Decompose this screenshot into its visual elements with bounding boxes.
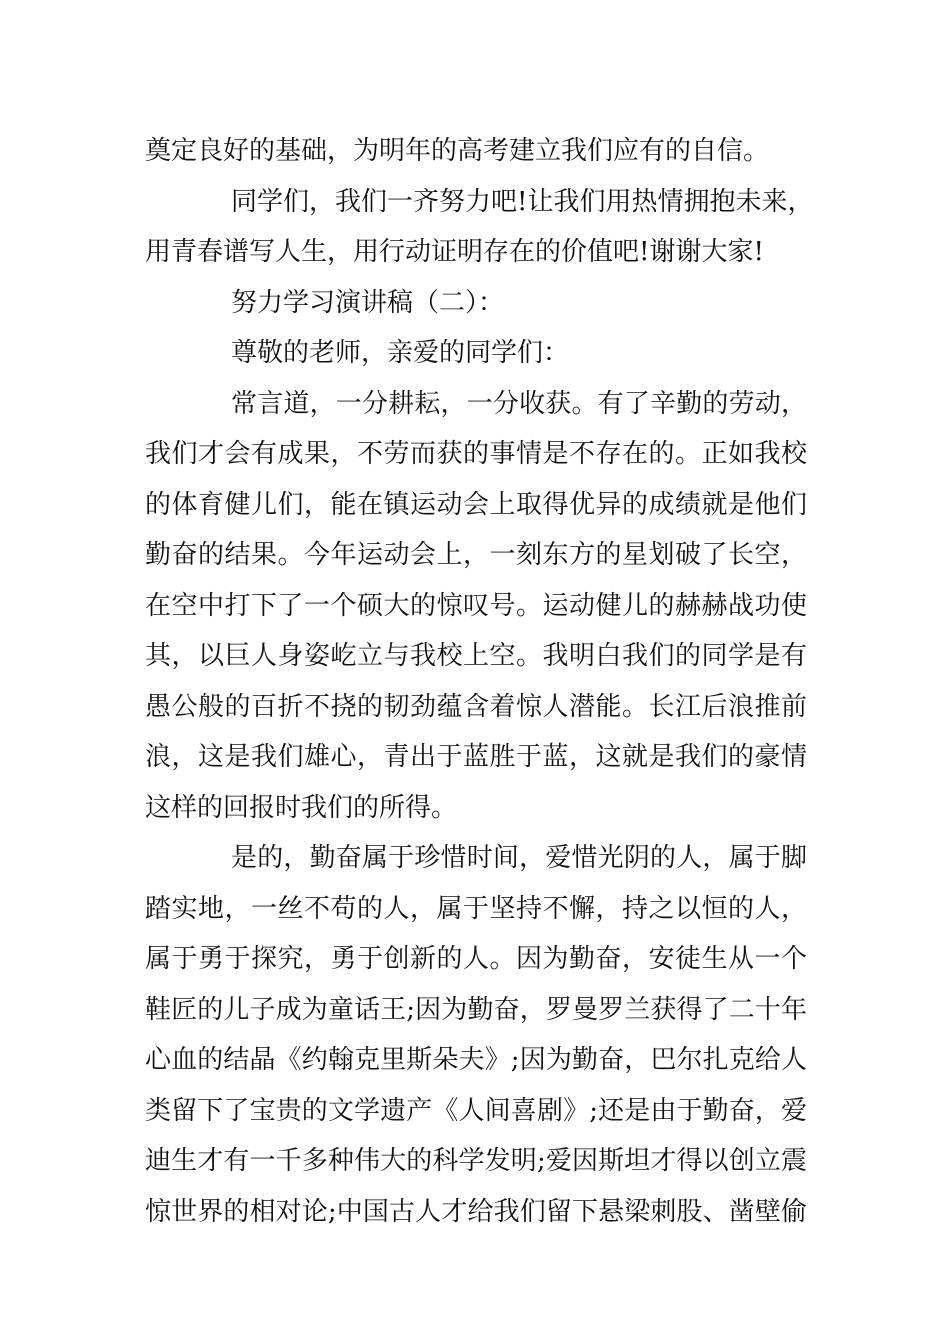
text-line: 踏实地，一丝不苟的人，属于坚持不懈，持之以恒的人， bbox=[145, 893, 807, 924]
text-line: 同学们，我们一齐努力吧!让我们用热情拥抱未来， bbox=[231, 186, 814, 217]
text-line: 用青春谱写人生，用行动证明存在的价值吧!谢谢大家! bbox=[145, 237, 764, 267]
document-body bbox=[145, 126, 814, 1237]
text-line: 这样的回报时我们的所得。 bbox=[145, 792, 458, 823]
text-line: 勤奋的结果。今年运动会上，一刻东方的星划破了长空， bbox=[145, 540, 807, 570]
text-line: 在空中打下了一个硕大的惊叹号。运动健儿的赫赫战功使 bbox=[145, 590, 807, 621]
text-line: 浪，这是我们雄心，青出于蓝胜于蓝，这就是我们的豪情 bbox=[145, 742, 807, 772]
text-line: 属于勇于探究，勇于创新的人。因为勤奋，安徒生从一个 bbox=[145, 944, 807, 974]
text-line: 的体育健儿们，能在镇运动会上取得优异的成绩就是他们 bbox=[145, 489, 807, 520]
text-line: 是的，勤奋属于珍惜时间，爱惜光阴的人，属于脚 bbox=[231, 843, 807, 873]
text-line: 我们才会有成果，不劳而获的事情是不存在的。正如我校 bbox=[145, 439, 807, 469]
section-heading: 努力学习演讲稿（二）： bbox=[231, 287, 505, 318]
salutation: 尊敬的老师，亲爱的同学们： bbox=[231, 338, 570, 368]
text-line: 心血的结晶《约翰克里斯朵夫》;因为勤奋，巴尔扎克给人 bbox=[145, 1045, 807, 1075]
text-line: 迪生才有一千多种伟大的科学发明;爱因斯坦才得以创立震 bbox=[145, 1146, 807, 1176]
text-line: 鞋匠的儿子成为童话王;因为勤奋，罗曼罗兰获得了二十年 bbox=[145, 994, 807, 1025]
text-line: 愚公般的百折不挠的韧劲蕴含着惊人潜能。长江后浪推前 bbox=[145, 691, 807, 722]
text-line: 类留下了宝贵的文学遗产《人间喜剧》;还是由于勤奋，爱 bbox=[145, 1095, 807, 1126]
text-line: 惊世界的相对论;中国古人才给我们留下悬梁刺股、凿壁偷 bbox=[145, 1196, 807, 1227]
text-line: 其，以巨人身姿屹立与我校上空。我明白我们的同学是有 bbox=[145, 641, 807, 671]
text-line: 常言道，一分耕耘，一分收获。有了辛勤的劳动， bbox=[231, 388, 807, 419]
text-line: 奠定良好的基础，为明年的高考建立我们应有的自信。 bbox=[145, 136, 770, 166]
